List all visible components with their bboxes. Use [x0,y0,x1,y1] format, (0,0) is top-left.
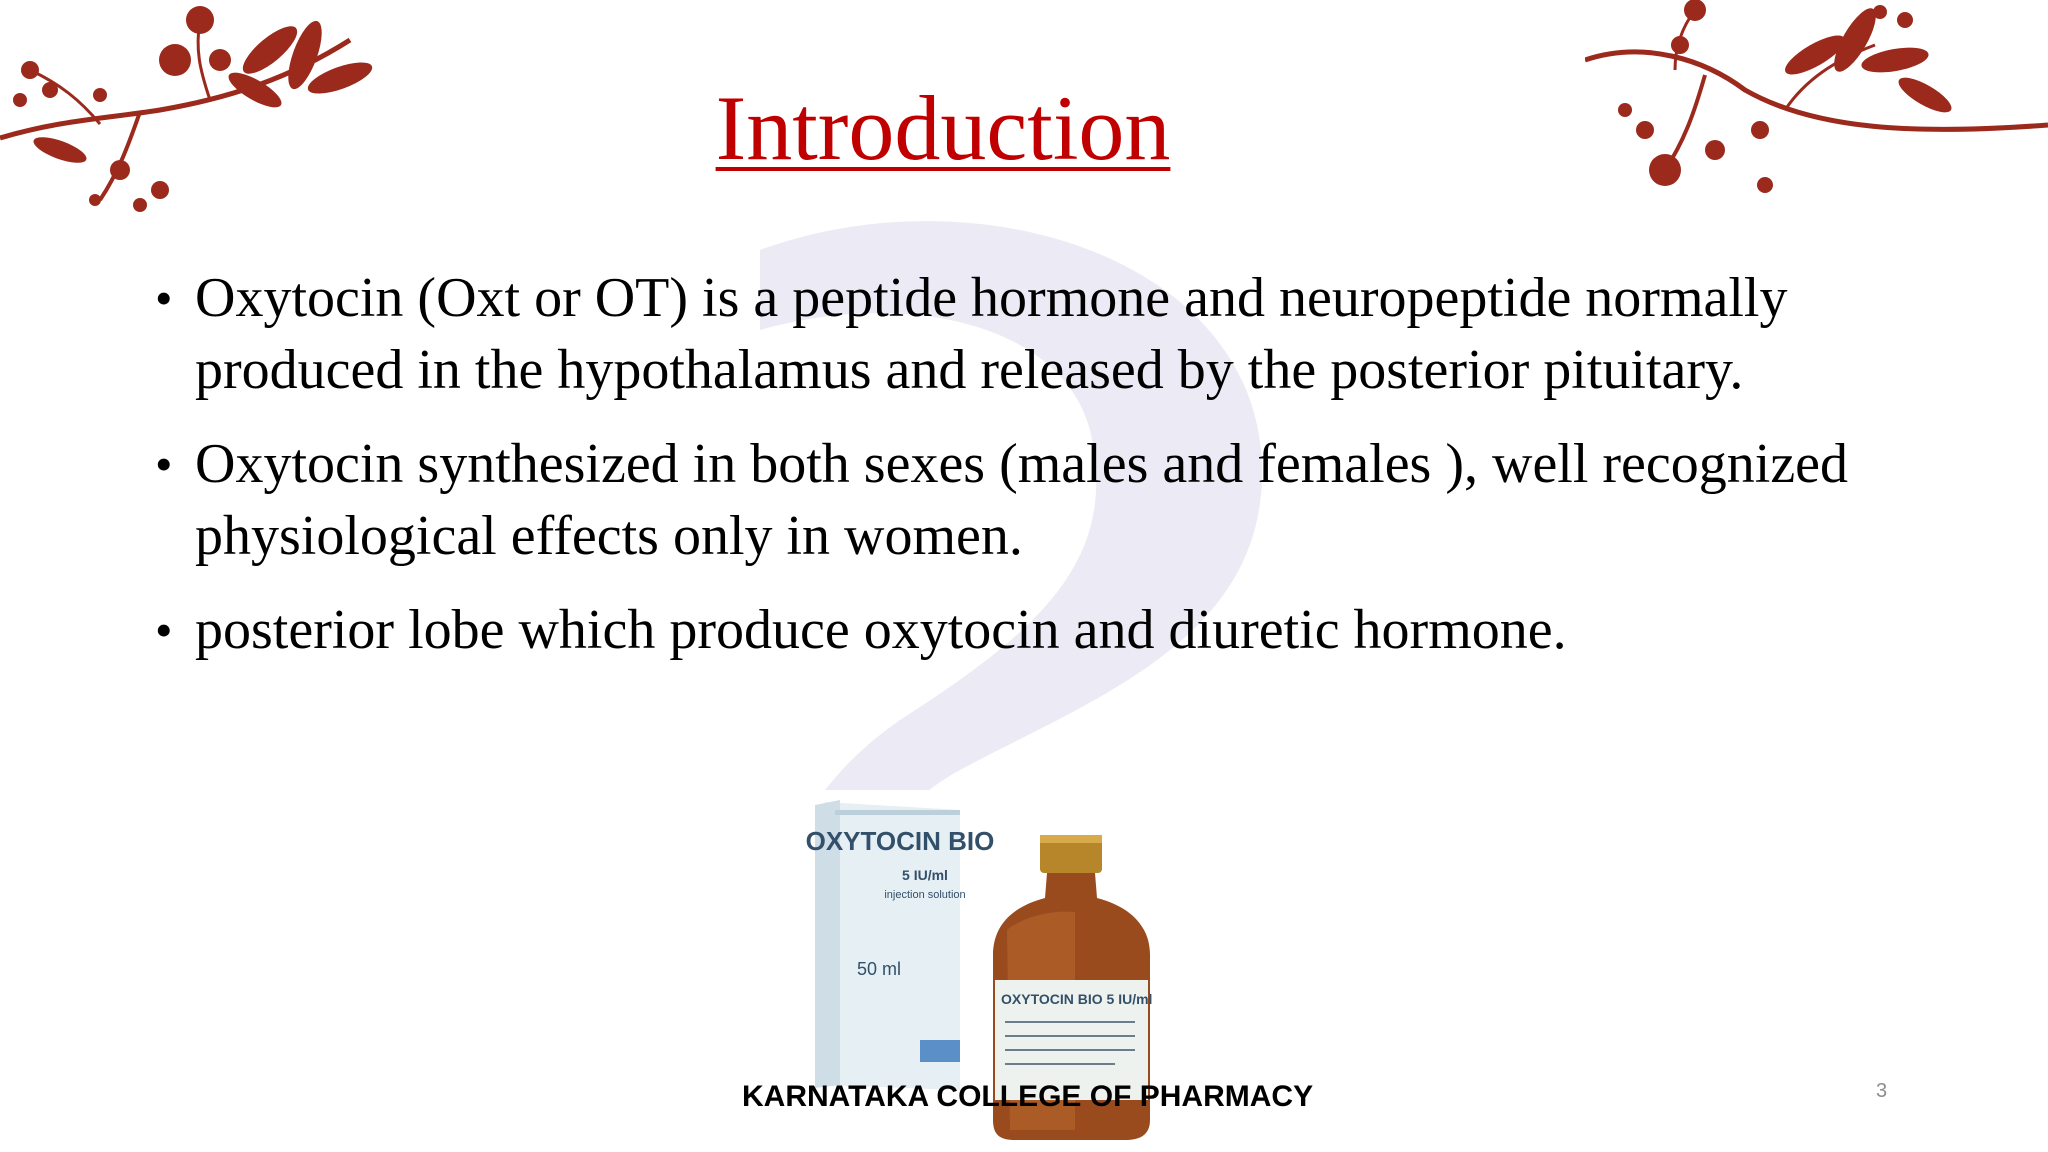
box-brand-text: OXYTOCIN BIO [805,826,995,856]
slide-title: Introduction [715,77,1171,179]
bullet-item: • Oxytocin (Oxt or OT) is a peptide hormone and neuropeptide normally produced in the hypothalamus and released by the posterior pituitary. [155,262,1915,406]
box-strength-text: 5 IU/ml [902,867,948,883]
bullet-item: • posterior lobe which produce oxytocin and diuretic hormone. [155,594,1915,666]
box-form-text: injection solution [884,889,966,901]
bullet-item: • Oxytocin synthesized in both sexes (males and females ), well recognized physiological effects only in women. [155,428,1915,572]
vial-label-text: OXYTOCIN BIO 5 IU/ml [1001,991,1153,1007]
box-volume-text: 50 ml [857,959,902,979]
bullet-list [155,262,1915,688]
footer-institution: KARNATAKA COLLEGE OF PHARMACY [742,1080,1314,1113]
page-number: 3 [1876,1080,1888,1102]
